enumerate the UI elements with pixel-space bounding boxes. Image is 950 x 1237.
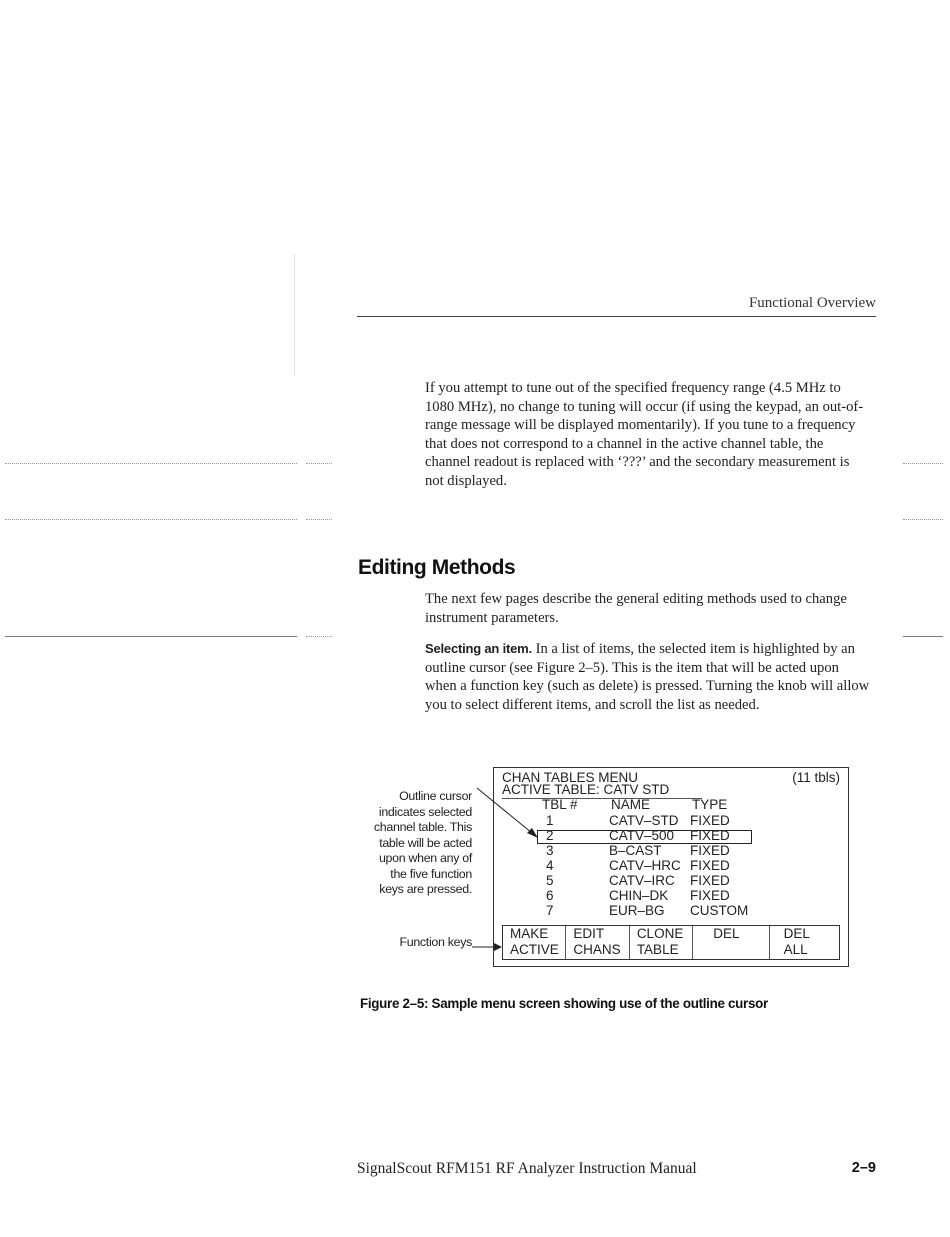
- row-number: 3: [546, 843, 554, 858]
- row-type: FIXED: [690, 888, 730, 903]
- cursor-leader-line: [477, 788, 532, 833]
- row-number: 2: [546, 828, 554, 843]
- row-name: CATV–STD: [609, 813, 679, 828]
- arrow-head-icon: [494, 943, 502, 951]
- row-name: CATV–500: [609, 828, 675, 843]
- row-type: FIXED: [690, 843, 730, 858]
- margin-rule: [5, 636, 297, 637]
- screen-title: CHAN TABLES MENU: [502, 770, 639, 785]
- margin-rule: [5, 463, 297, 464]
- active-table-label: ACTIVE TABLE: CATV STD: [502, 782, 670, 797]
- clone-table-key[interactable]: CLONE TABLE: [630, 926, 693, 959]
- header-rule: [357, 316, 876, 317]
- row-name: B–CAST: [609, 843, 662, 858]
- outline-cursor: [537, 830, 752, 844]
- selecting-text: In a list of items, the selected item is highlighted by an outline cursor (see Figure 2–5). This is the item that will be acted upon when a function key (such as delete) is pressed. Turning the knob will allow you to select different items, and scroll the list as needed.: [425, 641, 870, 713]
- row-name: CHIN–DK: [609, 888, 669, 903]
- del-all-key[interactable]: DEL ALL: [783, 926, 810, 957]
- del-key[interactable]: DEL: [693, 926, 769, 959]
- edit-chans-key[interactable]: EDIT CHANS: [566, 926, 629, 959]
- row-number: 4: [546, 858, 554, 873]
- callout-arrows: [460, 780, 560, 960]
- arrow-head-icon: [527, 828, 538, 838]
- intro-paragraph: If you attempt to tune out of the specified frequency range (4.5 MHz to 1080 MHz), no change to tuning will occur (if using the keypad, an out-of-range message will be displayed momentarily). If you tune to a frequency that does not correspond to a channel in the active channel table, the channel readout is replaced with ‘???’ and the secondary measurement is not displayed.: [425, 380, 864, 489]
- row-type: FIXED: [690, 858, 730, 873]
- running-head: Functional Overview: [748, 295, 876, 311]
- row-type: FIXED: [690, 828, 730, 843]
- row-name: EUR–BG: [609, 903, 665, 918]
- row-type: FIXED: [690, 873, 730, 888]
- row-name: CATV–HRC: [609, 858, 681, 873]
- table-count: (11 tbls): [792, 770, 840, 785]
- page-number: 2–9: [851, 1160, 876, 1176]
- outline-cursor-callout: Outline cursor indicates selected channel table. This table will be acted upon when any of the five function keys are pressed.: [373, 789, 472, 896]
- function-keys-callout: Function keys: [399, 935, 472, 949]
- margin-rule: [306, 636, 332, 637]
- column-header-tbl: TBL #: [542, 797, 578, 812]
- runin-heading: Selecting an item.: [425, 641, 532, 656]
- column-header-type: TYPE: [692, 797, 728, 812]
- margin-dots: [294, 255, 295, 375]
- margin-rule: [5, 519, 297, 520]
- row-number: 7: [546, 903, 554, 918]
- margin-rule: [903, 463, 943, 464]
- row-type: FIXED: [690, 813, 730, 828]
- margin-rule: [306, 519, 332, 520]
- margin-rule: [903, 636, 943, 637]
- margin-rule: [306, 463, 332, 464]
- make-active-key[interactable]: MAKE ACTIVE: [503, 926, 566, 959]
- row-name: CATV–IRC: [609, 873, 675, 888]
- column-header-name: NAME: [611, 797, 651, 812]
- section-paragraph: The next few pages describe the general editing methods used to change instrument parameters.: [425, 591, 847, 626]
- row-number: 5: [546, 873, 554, 888]
- selecting-paragraph: [425, 640, 870, 714]
- row-number: 6: [546, 888, 554, 903]
- figure-caption: Figure 2–5: Sample menu screen showing use of the outline cursor: [360, 996, 768, 1011]
- row-number: 1: [546, 813, 554, 828]
- row-type: CUSTOM: [690, 903, 749, 918]
- footer-manual-title: SignalScout RFM151 RF Analyzer Instruction Manual: [357, 1160, 697, 1177]
- section-heading: Editing Methods: [358, 556, 516, 579]
- margin-rule: [903, 519, 943, 520]
